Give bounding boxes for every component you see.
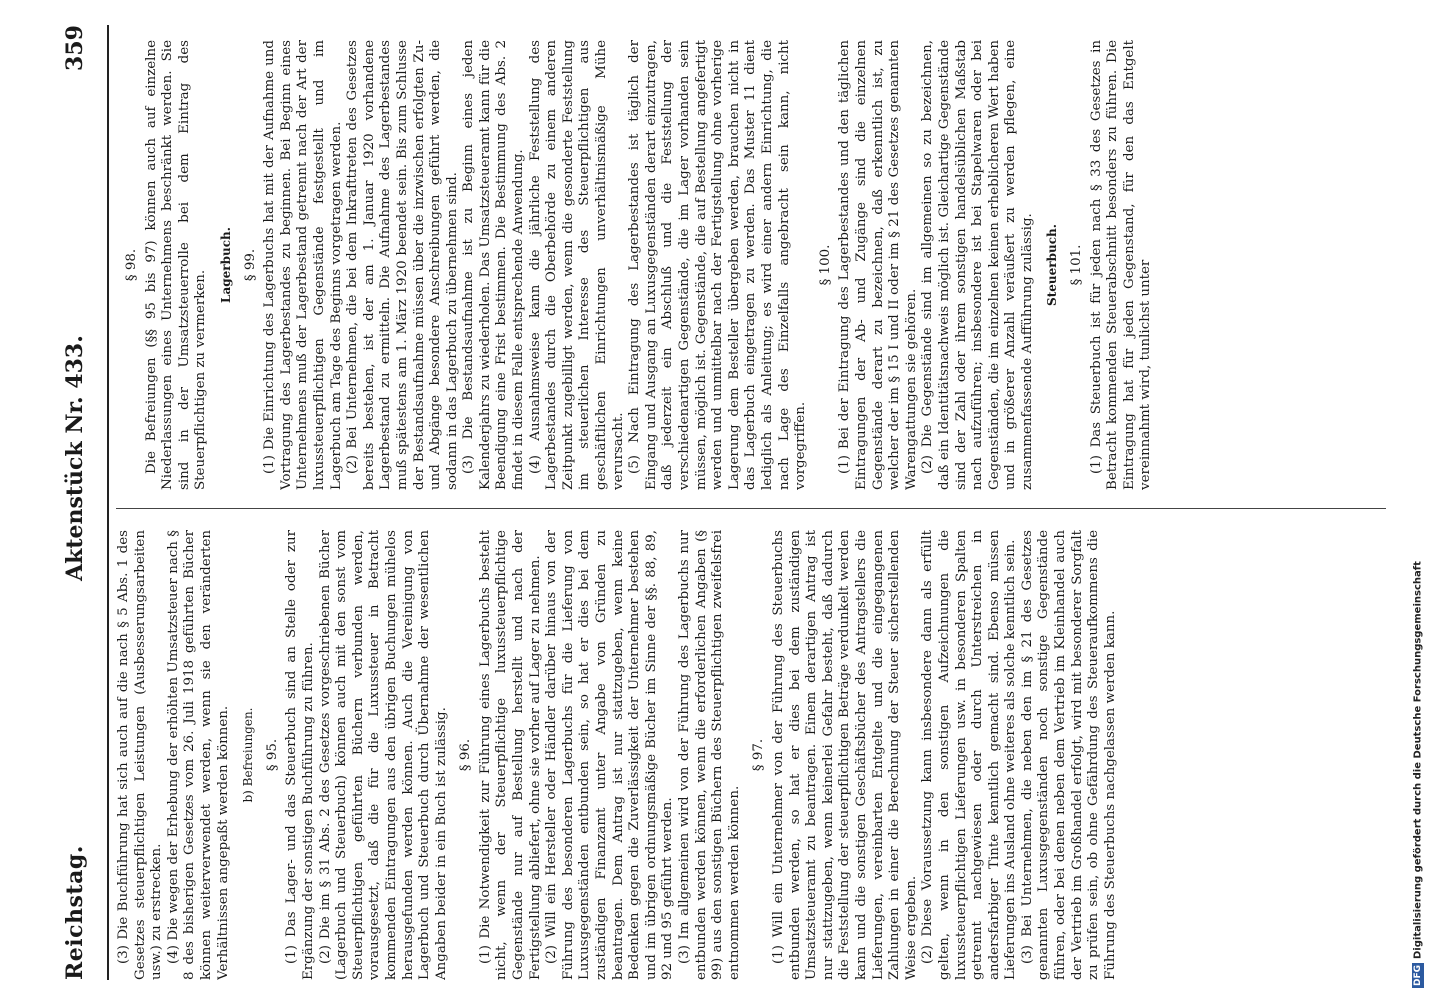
section-heading: § 99. (242, 248, 258, 282)
paragraph: (1) Die Notwendigkeit zur Führung eines Lagerbuchs besteht nicht, wenn der Steuerpflichtige luxussteuerpflichtige Gegenstände nur auf Bestellung herstellt und nach der Fertigstellung abliefert, ohne sie vorher auf Lager zu nehmen. (477, 530, 543, 980)
paragraph: (5) Nach Eintragung des Lagerbestandes ist täglich der Eingang und Ausgang an Luxusgegenständen derart einzutragen, daß jederzeit ein Abschluß und die Feststellung der verschiedenartigen Gegenstände, die im Lager vorhanden sein müssen, möglich ist. Gegenstände, die auf Bestellung angefertigt werden und unmittelbar nach der Fertigstellung ohne vorherige Lagerung dem Besteller übergeben werden, brauchen nicht in das Lagerbuch eingetragen zu werden. Das Muster 11 dient lediglich als Anleitung; es wird einer andern Einrichtung, die nach Lage des Einzelfalls angebracht sein kann, nicht vorgegriffen. (627, 40, 809, 490)
paragraph: (3) Bei Unternehmen, die neben den im § 21 des Gesetzes genannten Luxusgegenständen noch sonstige Gegenstände führen, oder bei denen neben dem Vertrieb im Kleinhandel auch der Vertrieb im Großhandel erfolgt, wird mit besonderer Sorgfalt zu prüfen sein, ob ohne Gefährdung des Steueraufkommens die Führung des Steuerbuchs nachgelassen werden kann. (1019, 530, 1118, 980)
section-heading: § 101. (1069, 244, 1085, 286)
section-heading: § 95. (264, 738, 280, 772)
paragraph: Die Befreiungen (§§ 95 bis 97) können auch auf einzelne Niederlassungen eines Unternehmens beschränkt werden. Sie sind in der Umsatzsteuerrolle bei dem Eintrag des Steuerpflichtigen zu vermerken. (143, 40, 209, 490)
section-heading: § 97. (751, 738, 767, 772)
paragraph: (1) Bei der Eintragung des Lagerbestandes und den täglichen Eintragungen der Ab- und Zugänge sind die einzelnen Gegenstände derart zu bezeichnen, daß erkenntlich ist, zu welcher der im § 15 I und II oder im § 21 des Gesetzes genannten Warengattungen sie gehören. (837, 40, 919, 490)
header-rule (107, 25, 109, 980)
paragraph: (3) Die Buchführung hat sich auch auf die nach § 5 Abs. 1 des Gesetzes steuerpflichtigen Leistungen (Ausbesserungsarbeiten usw.) zu erstrecken. (116, 530, 165, 980)
paragraph: (2) Will ein Hersteller oder Händler darüber hinaus von der Führung des besonderen Lagerbuchs für die Lieferung von Luxusgegenständen entbunden sein, so hat er dies bei dem zuständigen Finanzamt unter Angabe von Gründen zu beantragen. Dem Antrag ist nur stattzugeben, wenn keine Bedenken gegen die Zuverlässigkeit der Unternehmer bestehen und im übrigen ordnungsmäßige Bücher im Sinne der §§. 88, 89, 92 und 95 geführt werden. (544, 530, 676, 980)
subheading: Steuerbuch. (1045, 224, 1060, 306)
paragraph: (2) Bei Unternehmen, die bei dem Inkrafttreten des Gesetzes bereits bestehen, ist der am 1. Januar 1920 vorhandene Lagerbestand zu ermitteln. Die Aufnahme des Lagerbestandes muß spätestens am 1. März 1920 beendet sein. Bis zum Schlusse der Bestandsaufnahme müssen über die inzwischen erfolgten Zu- und Abgänge besondere Anschreibungen geführt werden, die sodann in das Lagerbuch zu übernehmen sind. (345, 40, 460, 490)
section-heading: § 100. (817, 244, 833, 286)
page-number: 359 (62, 25, 88, 71)
header-left: Reichstag. (62, 845, 88, 980)
paragraph: (1) Will ein Unternehmer von der Führung des Steuerbuchs entbunden werden, so hat er dies bei dem zuständigen Umsatzsteueramt zu beantragen. Einem derartigen Antrag ist nur stattzugeben, wenn keinerlei Gefahr besteht, daß dadurch die Feststellung der steuerpflichtigen Beträge verdunkelt werden kann und die sonstigen Geschäftsbücher des Antragstellers die Lieferungen, vereinbarten Entgelte und die eingegangenen Zahlungen in einer die Berechnung der Steuer sicherstellenden Weise ergeben. (770, 530, 919, 980)
paragraph: (4) Ausnahmsweise kann die jährliche Feststellung des Lagerbestandes durch die Oberbehörde zu einem anderen Zeitpunkt zugebilligt werden, wenn die gesonderte Feststellung im steuerlichen Interesse des Steuerpflichtigen aus geschäftlichen Einrichtungen unverhältnismäßige Mühe verursacht. (527, 40, 626, 490)
paragraph: (3) Im allgemeinen wird von der Führung des Lagerbuchs nur entbunden werden können, wenn die erforderlichen Angaben (§ 99) aus den sonstigen Büchern des Steuerpflichtigen zweifelsfrei entnommen werden können. (677, 530, 742, 980)
section-heading: § 96. (458, 738, 474, 772)
section-heading: § 98. (124, 248, 139, 282)
column-left (116, 530, 1386, 980)
digitization-note (1406, 8, 1430, 988)
dfg-logo: DFG (1413, 964, 1423, 986)
paragraph: (2) Die Gegenstände sind im allgemeinen so zu bezeichnen, daß ein Identitätsnachweis möglich ist. Gleichartige Gegenstände sind der Zahl oder ihrem sonstigen handelsüblichen Maßstab nach aufzuführen; insbesondere ist bei Stapelwaren oder bei Gegenständen, die im einzelnen keinen erheblicheren Wert haben und in größerer Anzahl veräußert zu werden pflegen, eine zusammenfassende Aufführung zulässig. (920, 40, 1035, 490)
paragraph: (2) Die im § 31 Abs. 2 des Gesetzes vorgeschriebenen Bücher (Lagerbuch und Steuerbuch) können auch mit den sonst vom Steuerpflichtigen geführten Büchern verbunden werden, vorausgesetzt, daß die für die Luxussteuer in Betracht kommenden Eintragungen aus den übrigen Buchungen mühelos herausgefunden werden können. Auch die Vereinigung von Lagerbuch und Steuerbuch durch Übernahme der wesentlichen Angaben beider in ein Buch ist zulässig. (317, 530, 449, 980)
column-right (116, 40, 1386, 490)
paragraph: (2) Diese Voraussetzung kann insbesondere dann als erfüllt gelten, wenn in den sonstigen Aufzeichnungen die luxussteuerpflichtigen Lieferungen usw. in besonderen Spalten getrennt nachgewiesen oder durch Unterstreichen in andersfarbiger Tinte kenntlich gemacht sind. Ebenso müssen Lieferungen ins Ausland ohne weiteres als solche kenntlich sein. (920, 530, 1019, 980)
paragraph: (3) Die Bestandsaufnahme ist zu Beginn eines jeden Kalenderjahrs zu wiederholen. Das Umsatzsteueramt kann für die Beendigung eine Frist bestimmen. Die Bestimmung des Abs. 2 findet in diesem Falle entsprechende Anwendung. (461, 40, 527, 490)
paragraph: (1) Das Lager- und das Steuerbuch sind an Stelle oder zur Ergänzung der sonstigen Buchführung zu führen. (284, 530, 316, 980)
column-divider (116, 508, 1386, 509)
subheading: b) Befreiungen. (241, 707, 256, 803)
header-center: Aktenstück Nr. 433. (62, 335, 88, 581)
subheading: Lagerbuch. (218, 227, 233, 303)
digitization-note-text: Digitalisierung gefördert durch die Deutsche Forschungsgemeinschaft (1412, 561, 1424, 959)
paragraph: (1) Das Steuerbuch ist für jeden nach § 33 des Gesetzes in Betracht kommenden Steuerabschnitt besonders zu führen. Die Eintragung hat für jeden Gegenstand, für den das Entgelt vereinnahmt wird, tunlichst unter (1088, 40, 1154, 490)
paragraph: (1) Die Einrichtung des Lagerbuchs hat mit der Aufnahme und Vortragung des Lagerbestandes zu beginnen. Bei Beginn eines Unternehmens muß der Lagerbestand getrennt nach der Art der luxussteuerpflichtigen Gegenstände festgestellt und im Lagerbuch am Tage des Beginns vorgetragen werden. (262, 40, 344, 490)
paragraph: (4) Die wegen der Erhebung der erhöhten Umsatzsteuer nach § 8 des bisherigen Gesetzes vom 26. Juli 1918 geführten Bücher können weiterverwendet werden, wenn sie den veränderten Verhältnissen angepaßt werden können. (165, 530, 231, 980)
